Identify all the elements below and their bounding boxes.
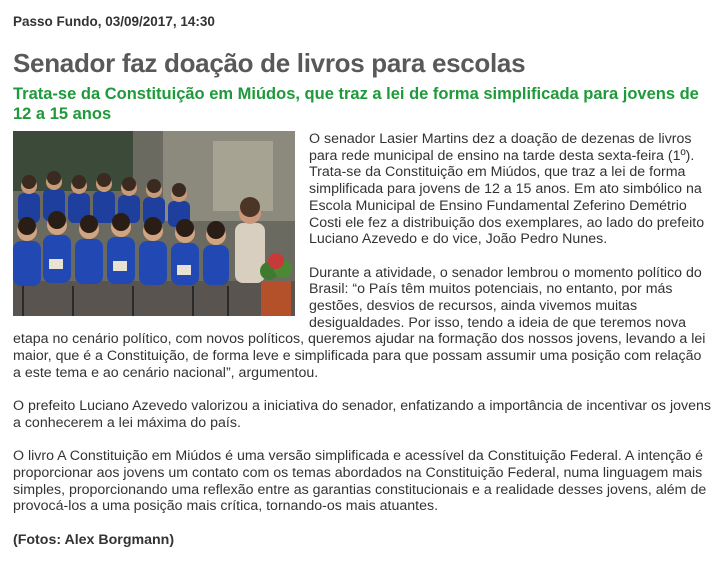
article-dateline: Passo Fundo, 03/09/2017, 14:30 (13, 14, 215, 29)
article-subtitle: Trata-se da Constituição em Miúdos, que traz a lei de forma simplificada para jovens de 12 a 15 anos (13, 85, 699, 123)
article-paragraph: O prefeito Luciano Azevedo valorizou a iniciativa do senador, enfatizando a importância de incentivar os jovens a conhecerem a lei máxima do país. (13, 398, 711, 431)
article-paragraph: O senador Lasier Martins dez a doação de dezenas de livros para rede municipal de ensino na tarde desta sexta-feira (1º). Trata-se da Constituição em Miúdos, que traz a lei de forma simplificada para jovens de 12 a 15 anos. Em ato simbólico na Escola Municipal de Ensino Fundamental Zeferino Demétrio Costi ele fez a distribuição dos exemplares, ao lado do prefeito Luciano Azevedo e do vice, João Pedro Nunes. (309, 131, 705, 248)
photo-students-classroom-icon (13, 131, 295, 316)
article-title: Senador faz doação de livros para escolas (13, 48, 526, 78)
photo-credits: (Fotos: Alex Borgmann) (13, 531, 175, 548)
article-photo[interactable] (13, 131, 295, 316)
article-body (13, 131, 713, 565)
article-paragraph: O livro A Constituição em Miúdos é uma versão simplificada e acessível da Constituição Federal. A intenção é proporcionar aos jovens um contato com os temas abordados na Constituição Federal, numa linguagem mais simples, proporcionando uma reflexão entre as garantias constitucionais e a realidade desses jovens, além de provocá-los a uma posição mais crítica, tornando-os mais atuantes. (13, 448, 707, 515)
article-paragraph: Durante a atividade, o senador lembrou o momento político do Brasil: “o País têm muitos potenciais, no entanto, por más gestões, desvios de recursos, ainda vivemos muitas desigualdades. Por isso, tendo a ideia de que teremos nova etapa no cenário político, com novos políticos, queremos ajudar na formação dos nossos jovens, levando a lei maior, que é a Constituição, de forma leve e simplificada para que possam assumir uma posição com relação a este tema e ao cenário nacional”, argumentou. (13, 264, 706, 381)
